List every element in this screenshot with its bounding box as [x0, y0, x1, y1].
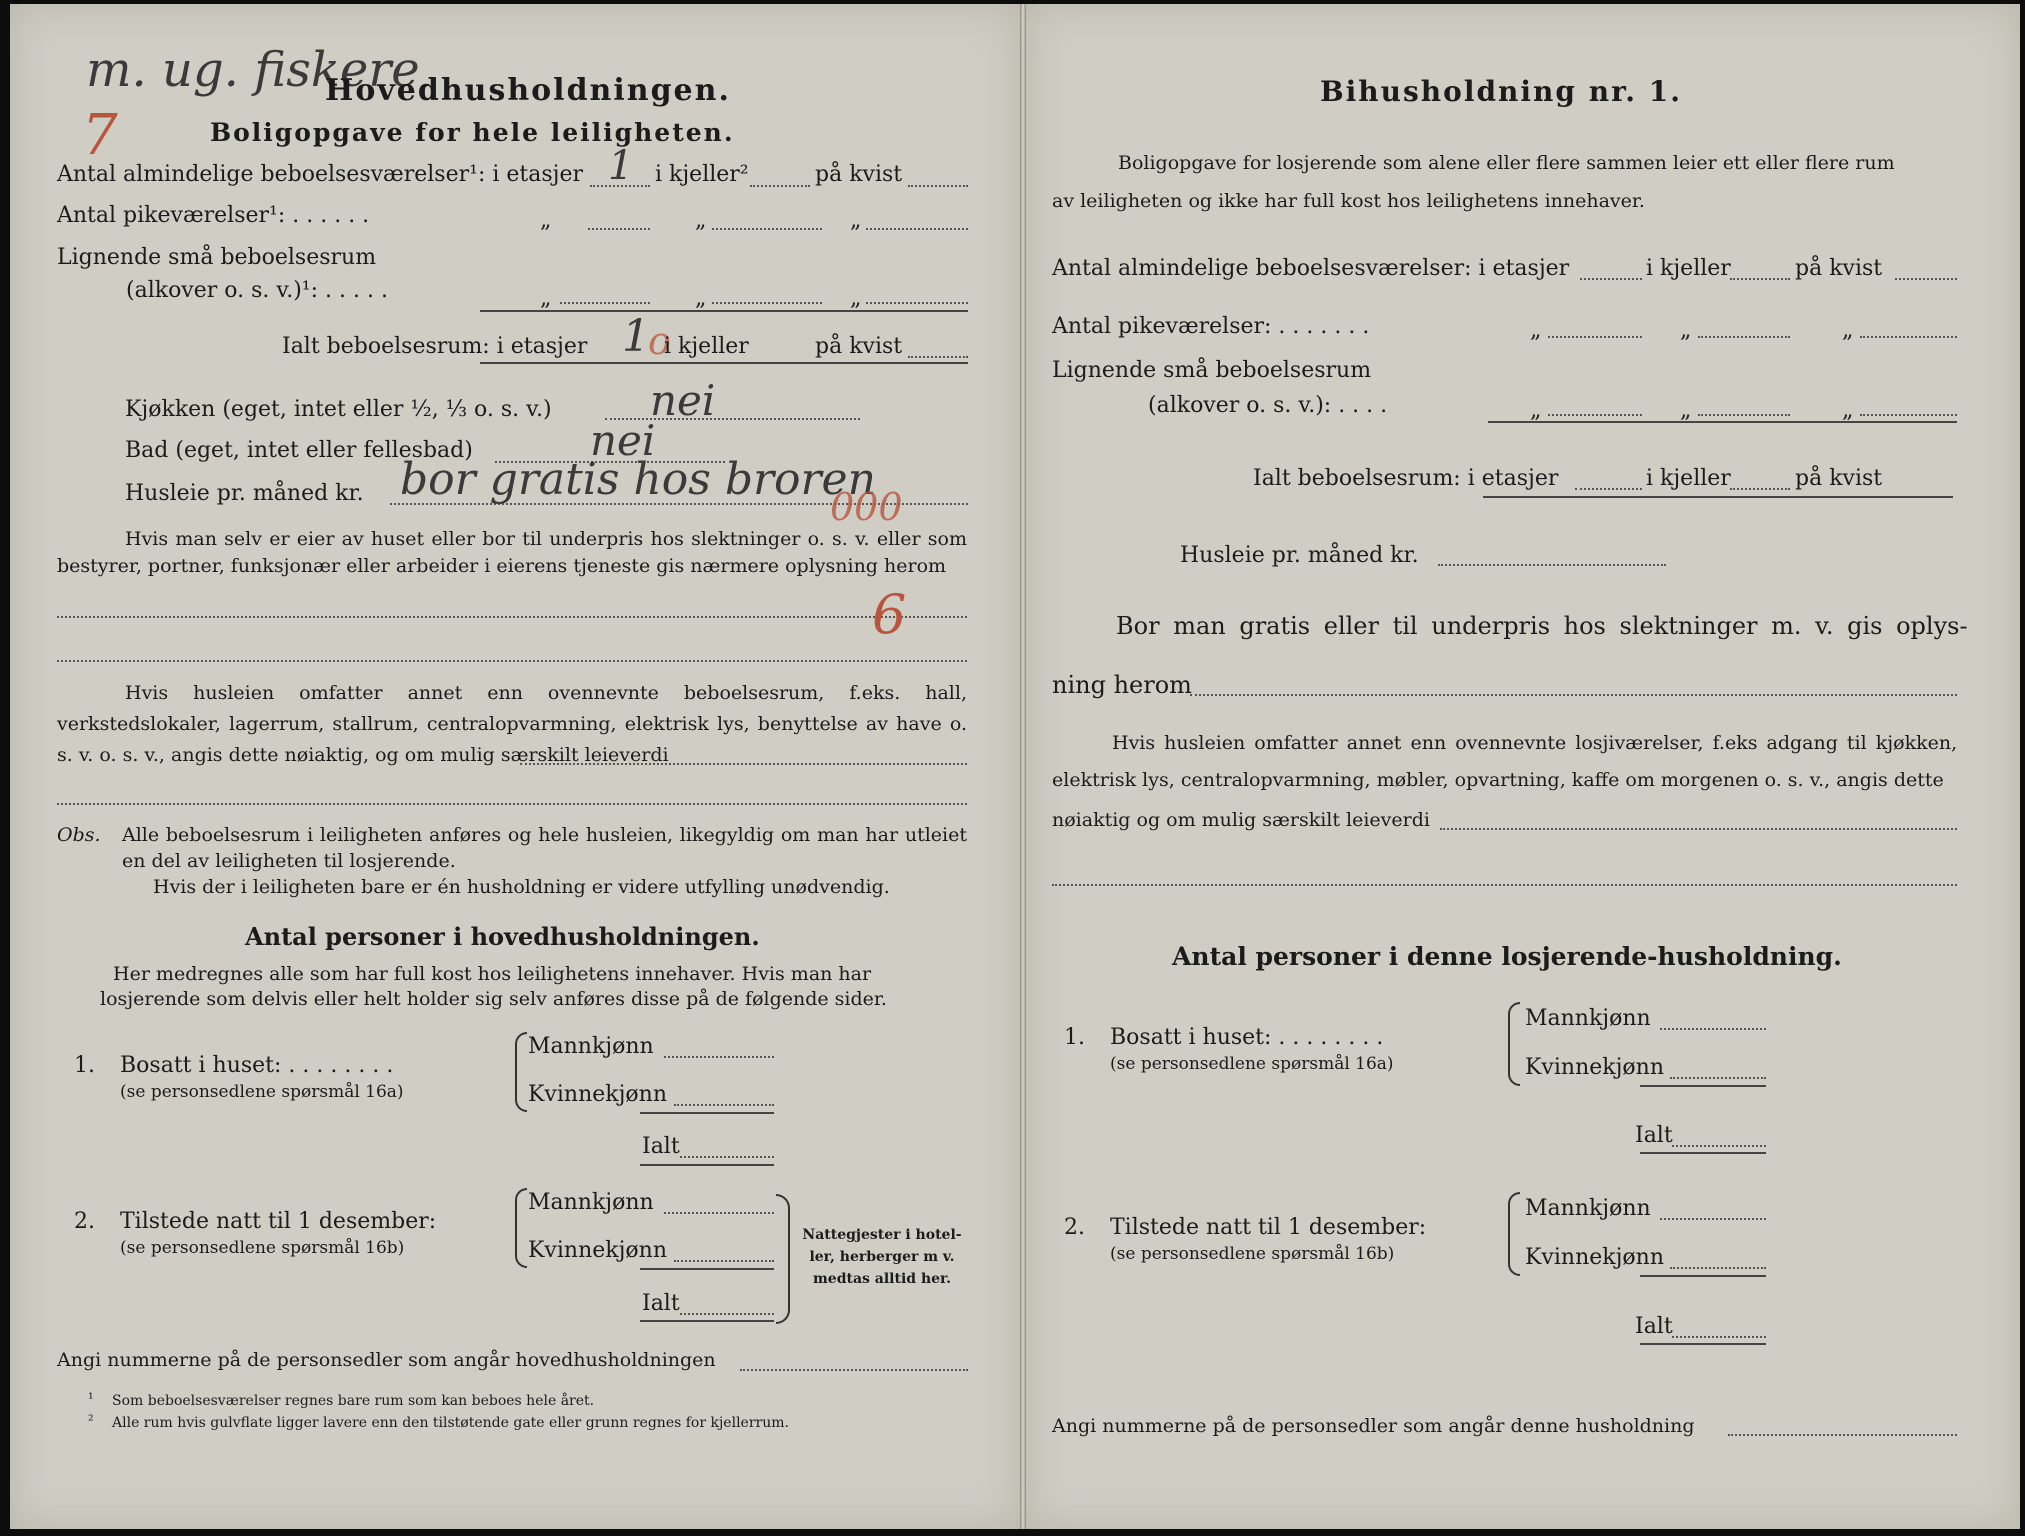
omfatter-text: Hvis husleien omfatter annet enn ovennevnte beboelsesrum, f.eks. hall, verkstedslokaler, lagerrum, stallrum, centralopvarmning, elektrisk lys, benyttelse av have o. s. v. o. s. v., angis dette nøiaktig, og om mulig særskilt leieverdi: [57, 682, 967, 766]
q2-label: Tilstede natt til 1 desember:: [120, 1209, 437, 1234]
r-q2-kvinne-label: Kvinnekjønn: [1525, 1245, 1664, 1270]
ditto-mark: „: [1842, 318, 1854, 343]
q1-brace: [515, 1032, 527, 1112]
footnote-2-mark: ²: [88, 1413, 94, 1429]
bad-label: Bad (eget, intet eller fellesbad): [125, 438, 473, 463]
page-title: Hovedhusholdningen.: [325, 73, 731, 108]
red-six: 6: [872, 583, 907, 646]
kjokken-value: nei: [650, 376, 716, 425]
handwritten-number: 7: [82, 103, 118, 168]
q2-mann-field[interactable]: [664, 1212, 774, 1214]
r-sum-rule: [1488, 421, 1957, 423]
r-q1-ialt-label: Ialt: [1635, 1123, 1673, 1148]
q1-ialt-label: Ialt: [642, 1134, 680, 1159]
kjokken-label: Kjøkken (eget, intet eller ½, ⅓ o. s. v.): [125, 397, 552, 422]
r-q1-mann-label: Mannkjønn: [1525, 1006, 1651, 1031]
footnote-1-mark: ¹: [88, 1391, 94, 1407]
omfatter-field-2[interactable]: [57, 803, 967, 805]
eier-field-2[interactable]: [57, 660, 967, 662]
r-q2-ialt-rule: [1640, 1343, 1766, 1345]
natte-line-1: Nattegjester i hotel-: [802, 1227, 962, 1243]
r-q1-label: Bosatt i huset: . . . . . . . .: [1110, 1025, 1384, 1050]
pike-kvist-field[interactable]: [866, 228, 968, 230]
rooms-kvist-field[interactable]: [908, 185, 968, 187]
bad-value: nei: [590, 416, 656, 465]
ditto-mark: „: [540, 286, 552, 311]
r-q1-mann-field[interactable]: [1660, 1028, 1766, 1030]
right-page: [1026, 4, 2020, 1529]
obs-text: Alle beboelsesrum i leiligheten anføres og hele husleien, likegyldig om man har utleiet en del av leiligheten til losjerende.: [122, 824, 967, 872]
alkover-etasjer-field[interactable]: [560, 302, 650, 304]
q1-ialt-field[interactable]: [680, 1156, 774, 1158]
r-omfatter-line-1: Hvis husleien omfatter annet enn ovennevnte losjiværelser, f.eks adgang til kjøkken,: [1112, 732, 1958, 754]
intro-line-2: av leiligheten og ikke har full kost hos leilighetens innehaver.: [1052, 190, 1645, 212]
ialt-label: Ialt beboelsesrum: i etasjer: [282, 334, 588, 359]
page-subtitle: Boligopgave for hele leiligheten.: [210, 118, 735, 147]
r-angi-label: Angi nummerne på de personsedler som angår denne husholdning: [1052, 1415, 1695, 1437]
r-q1-ialt-rule: [1640, 1152, 1766, 1154]
r-ialt-kvist-label: på kvist: [1795, 466, 1883, 491]
q2-kvinne-label: Kvinnekjønn: [528, 1238, 667, 1263]
natte-line-2: ler, herberger m v.: [809, 1249, 955, 1265]
r-q2-mann-field[interactable]: [1660, 1218, 1766, 1220]
ditto-mark: „: [1680, 318, 1692, 343]
r-lignende-label: Lignende små beboelsesrum: [1052, 358, 1372, 383]
q1-sub: (se personsedlene spørsmål 16a): [120, 1082, 404, 1102]
alkover-kjeller-field[interactable]: [712, 302, 822, 304]
rooms-value: 1: [608, 143, 634, 189]
r-ialt-rule: [1483, 496, 1953, 498]
ditto-mark: „: [1842, 398, 1854, 423]
ialt-value: 1: [622, 311, 650, 362]
alkover-label: (alkover o. s. v.)¹: . . . . .: [126, 278, 388, 303]
pike-kjeller-field[interactable]: [712, 228, 822, 230]
q2-sub: (se personsedlene spørsmål 16b): [120, 1238, 405, 1258]
r-pike-kjeller-field[interactable]: [1698, 336, 1790, 338]
r-rooms-label: Antal almindelige beboelsesværelser: i etasjer: [1052, 256, 1570, 281]
ditto-mark: „: [850, 286, 862, 311]
q1-number: 1.: [74, 1053, 95, 1078]
r-q1-sum-rule: [1640, 1085, 1766, 1087]
r-angi-field[interactable]: [1728, 1434, 1957, 1436]
r-q2-brace: [1508, 1192, 1520, 1276]
omfatter-field-1[interactable]: [520, 763, 967, 765]
q2-ialt-field[interactable]: [680, 1313, 774, 1315]
ialt-kvist-label: på kvist: [815, 334, 903, 359]
q1-mann-label: Mannkjønn: [528, 1034, 654, 1059]
rooms-label: Antal almindelige beboelsesværelser¹: i etasjer: [57, 162, 584, 187]
r-q1-sub: (se personsedlene spørsmål 16a): [1110, 1054, 1394, 1074]
kvist-label: på kvist: [815, 162, 903, 187]
r-q1-brace: [1508, 1002, 1520, 1086]
q2-mann-label: Mannkjønn: [528, 1190, 654, 1215]
r-gratis-line-2: ning herom: [1052, 671, 1192, 699]
antal-text-1: Her medregnes alle som har full kost hos leilighetens innehaver. Hvis man har: [113, 963, 872, 985]
r-q2-kvinne-field[interactable]: [1670, 1267, 1766, 1269]
r-antal-title: Antal personer i denne losjerende-husholdning.: [1172, 942, 1842, 971]
r-alkover-label: (alkover o. s. v.): . . . .: [1148, 393, 1388, 418]
q1-kvinne-label: Kvinnekjønn: [528, 1082, 667, 1107]
ialt-kvist-field[interactable]: [908, 356, 968, 358]
husleie-value: bor gratis hos broren: [400, 454, 876, 505]
q1-mann-field[interactable]: [664, 1056, 774, 1058]
q2-brace: [515, 1188, 527, 1268]
ditto-mark: „: [1530, 318, 1542, 343]
r-omfatter-line-2: elektrisk lys, centralopvarmning, møbler, opvartning, kaffe om morgenen o. s. v., angis dette: [1052, 769, 1944, 791]
red-mark: o: [648, 319, 671, 363]
handwritten-note: m. ug. fiskere: [86, 42, 420, 98]
right-title: Bihusholdning nr. 1.: [1320, 75, 1682, 108]
r-ialt-etasjer-field[interactable]: [1575, 488, 1642, 490]
q1-ialt-rule: [640, 1164, 774, 1166]
r-q2-number: 2.: [1064, 1215, 1085, 1240]
ialt-kjeller-label: i kjeller: [664, 334, 749, 359]
r-q2-label: Tilstede natt til 1 desember:: [1110, 1215, 1427, 1240]
r-q2-sub: (se personsedlene spørsmål 16b): [1110, 1244, 1395, 1264]
sum-rule: [480, 310, 968, 312]
r-pike-kvist-field[interactable]: [1860, 336, 1957, 338]
rooms-kjeller-field[interactable]: [750, 185, 810, 187]
r-omfatter-field-1[interactable]: [1440, 828, 1957, 830]
r-q1-kvinne-label: Kvinnekjønn: [1525, 1055, 1664, 1080]
r-ialt-kjeller-label: i kjeller: [1646, 466, 1731, 491]
pike-label: Antal pikeværelser¹: . . . . . .: [57, 203, 370, 228]
r-kjeller-label: i kjeller: [1646, 256, 1731, 281]
q1-label: Bosatt i huset: . . . . . . . .: [120, 1053, 394, 1078]
intro-line-1: Boligopgave for losjerende som alene eller flere sammen leier ett eller flere rum: [1118, 152, 1895, 174]
q2-sum-rule: [640, 1268, 774, 1270]
natte-brace: [776, 1194, 790, 1324]
r-alkover-kjeller-field[interactable]: [1698, 414, 1790, 416]
angi-field[interactable]: [740, 1369, 968, 1371]
r-pike-etasjer-field[interactable]: [1548, 336, 1642, 338]
antal-title: Antal personer i hovedhusholdningen.: [245, 922, 760, 951]
q2-kvinne-field[interactable]: [674, 1260, 774, 1262]
q2-number: 2.: [74, 1209, 95, 1234]
r-q2-sum-rule: [1640, 1275, 1766, 1277]
r-gratis-line-1: Bor man gratis eller til underpris hos slektninger m. v. gis oplys-: [1116, 612, 1968, 640]
r-q2-mann-label: Mannkjønn: [1525, 1196, 1651, 1221]
r-gratis-field[interactable]: [1190, 694, 1957, 696]
r-ialt-label: Ialt beboelsesrum: i etasjer: [1253, 466, 1559, 491]
ditto-mark: „: [1680, 398, 1692, 423]
q1-kvinne-field[interactable]: [674, 1104, 774, 1106]
ditto-mark: „: [540, 208, 552, 233]
obs-label: Obs.: [57, 824, 101, 846]
eier-text: Hvis man selv er eier av huset eller bor til underpris hos slektninger o. s. v. eller som bestyrer, portner, funksjonær eller arbeider i eierens tjeneste gis nærmere oplysning herom: [57, 528, 967, 577]
angi-label: Angi nummerne på de personsedler som angår hovedhusholdningen: [57, 1349, 716, 1371]
alkover-kvist-field[interactable]: [866, 302, 968, 304]
r-rooms-kjeller-field[interactable]: [1730, 278, 1790, 280]
pike-etasjer-field[interactable]: [588, 228, 650, 230]
r-husleie-field[interactable]: [1438, 564, 1666, 566]
antal-text-2: losjerende som delvis eller helt holder sig selv anføres disse på de følgende sider.: [100, 988, 887, 1010]
obs-text-2: Hvis der i leiligheten bare er én husholdning er videre utfylling unødvendig.: [153, 876, 890, 898]
eier-field-1[interactable]: [57, 616, 967, 618]
footnote-2: Alle rum hvis gulvflate ligger lavere enn den tilstøtende gate eller grunn regnes for kjellerrum.: [112, 1415, 789, 1431]
r-q1-kvinne-field[interactable]: [1670, 1077, 1766, 1079]
ditto-mark: „: [695, 286, 707, 311]
r-q2-ialt-label: Ialt: [1635, 1314, 1673, 1339]
husleie-label: Husleie pr. måned kr.: [125, 481, 364, 506]
r-husleie-label: Husleie pr. måned kr.: [1180, 543, 1419, 568]
r-ialt-kjeller-field[interactable]: [1730, 488, 1790, 490]
ialt-rule: [480, 362, 968, 364]
r-kvist-label: på kvist: [1795, 256, 1883, 281]
ditto-mark: „: [850, 208, 862, 233]
q2-ialt-rule: [640, 1320, 774, 1322]
r-pike-label: Antal pikeværelser: . . . . . . .: [1052, 314, 1370, 339]
r-omfatter-line-3: nøiaktig og om mulig særskilt leieverdi: [1052, 809, 1430, 831]
r-rooms-kvist-field[interactable]: [1895, 278, 1957, 280]
ditto-mark: „: [695, 208, 707, 233]
r-q2-ialt-field[interactable]: [1672, 1336, 1766, 1338]
r-alkover-kvist-field[interactable]: [1860, 414, 1957, 416]
husleie-red-mark: 000: [830, 485, 903, 529]
r-omfatter-field-2[interactable]: [1052, 884, 1957, 886]
r-q1-number: 1.: [1064, 1025, 1085, 1050]
kjeller-label: i kjeller²: [655, 162, 749, 187]
q1-sum-rule: [640, 1112, 774, 1114]
q2-ialt-label: Ialt: [642, 1291, 680, 1316]
ditto-mark: „: [1530, 398, 1542, 423]
r-q1-ialt-field[interactable]: [1672, 1145, 1766, 1147]
footnote-1: Som beboelsesværelser regnes bare rum som kan beboes hele året.: [112, 1393, 595, 1409]
lignende-label: Lignende små beboelsesrum: [57, 245, 377, 270]
natte-line-3: medtas alltid her.: [812, 1271, 951, 1287]
r-rooms-etasjer-field[interactable]: [1580, 278, 1642, 280]
r-alkover-etasjer-field[interactable]: [1548, 414, 1642, 416]
